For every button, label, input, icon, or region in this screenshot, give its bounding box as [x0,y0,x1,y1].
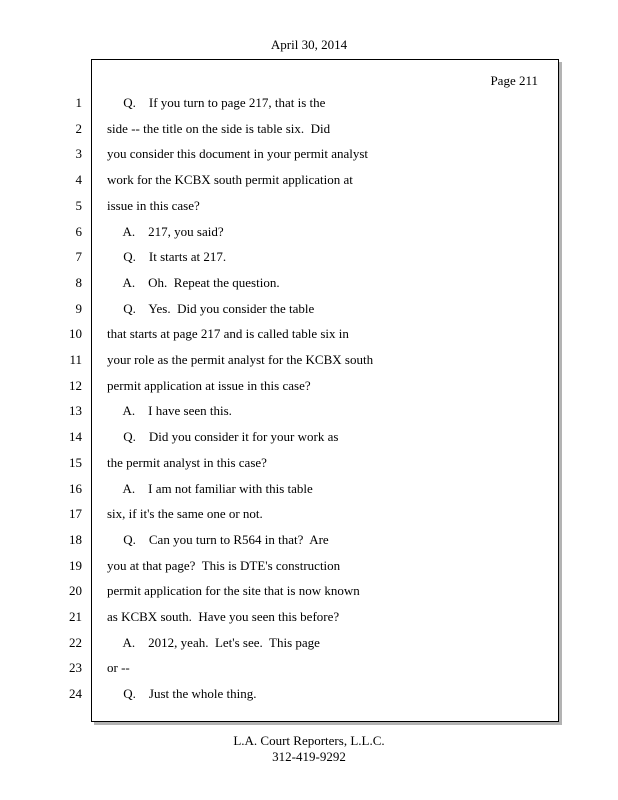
line-number: 17 [69,506,82,521]
line-number: 24 [69,686,82,701]
line-number: 5 [75,198,82,213]
footer-phone: 312-419-9292 [272,749,346,764]
line-text: A. 2012, yeah. Let's see. This page [107,635,320,650]
line-number: 15 [69,455,82,470]
line-text: side -- the title on the side is table six. Did [107,121,331,136]
line-text: Q. Yes. Did you consider the table [107,301,315,316]
line-number: 4 [75,172,82,187]
line-text: permit application at issue in this case? [107,378,311,393]
line-number: 23 [69,660,82,675]
line-number: 6 [75,224,82,239]
line-number: 12 [69,378,82,393]
line-text: issue in this case? [107,198,200,213]
line-text: Q. Just the whole thing. [107,686,257,701]
line-text: A. I have seen this. [107,403,232,418]
line-number: 19 [69,558,82,573]
line-text: Q. Did you consider it for your work as [107,429,339,444]
line-number: 9 [75,301,82,316]
line-number: 22 [69,635,82,650]
line-text: you at that page? This is DTE's construction [107,558,341,573]
line-text: A. 217, you said? [107,224,224,239]
line-text: your role as the permit analyst for the KCBX south [107,352,374,367]
line-text: the permit analyst in this case? [107,455,267,470]
page-number: Page 211 [490,73,538,88]
line-number: 14 [69,429,82,444]
line-text: you consider this document in your permit analyst [107,146,369,161]
line-number: 21 [69,609,82,624]
line-text: A. Oh. Repeat the question. [107,275,280,290]
line-text: six, if it's the same one or not. [107,506,263,521]
line-text: Q. If you turn to page 217, that is the [107,95,326,110]
header-date: April 30, 2014 [270,37,348,52]
line-text: or -- [107,660,130,675]
line-number: 10 [69,326,82,341]
line-text: that starts at page 217 and is called table six in [107,326,349,341]
line-text: work for the KCBX south permit application at [107,172,353,187]
line-text: A. I am not familiar with this table [107,481,313,496]
footer-company: L.A. Court Reporters, L.L.C. [233,733,385,748]
line-number: 1 [75,95,82,110]
line-text: Q. It starts at 217. [107,249,227,264]
line-number: 11 [69,352,82,367]
line-number: 20 [69,583,82,598]
line-number: 2 [75,121,82,136]
line-number: 3 [75,146,82,161]
line-number: 8 [75,275,82,290]
line-text: Q. Can you turn to R564 in that? Are [107,532,329,547]
line-text: permit application for the site that is now known [107,583,360,598]
line-number: 13 [69,403,82,418]
line-number: 18 [69,532,82,547]
line-number: 7 [75,249,82,264]
line-text: as KCBX south. Have you seen this before? [107,609,340,624]
line-number: 16 [69,481,82,496]
